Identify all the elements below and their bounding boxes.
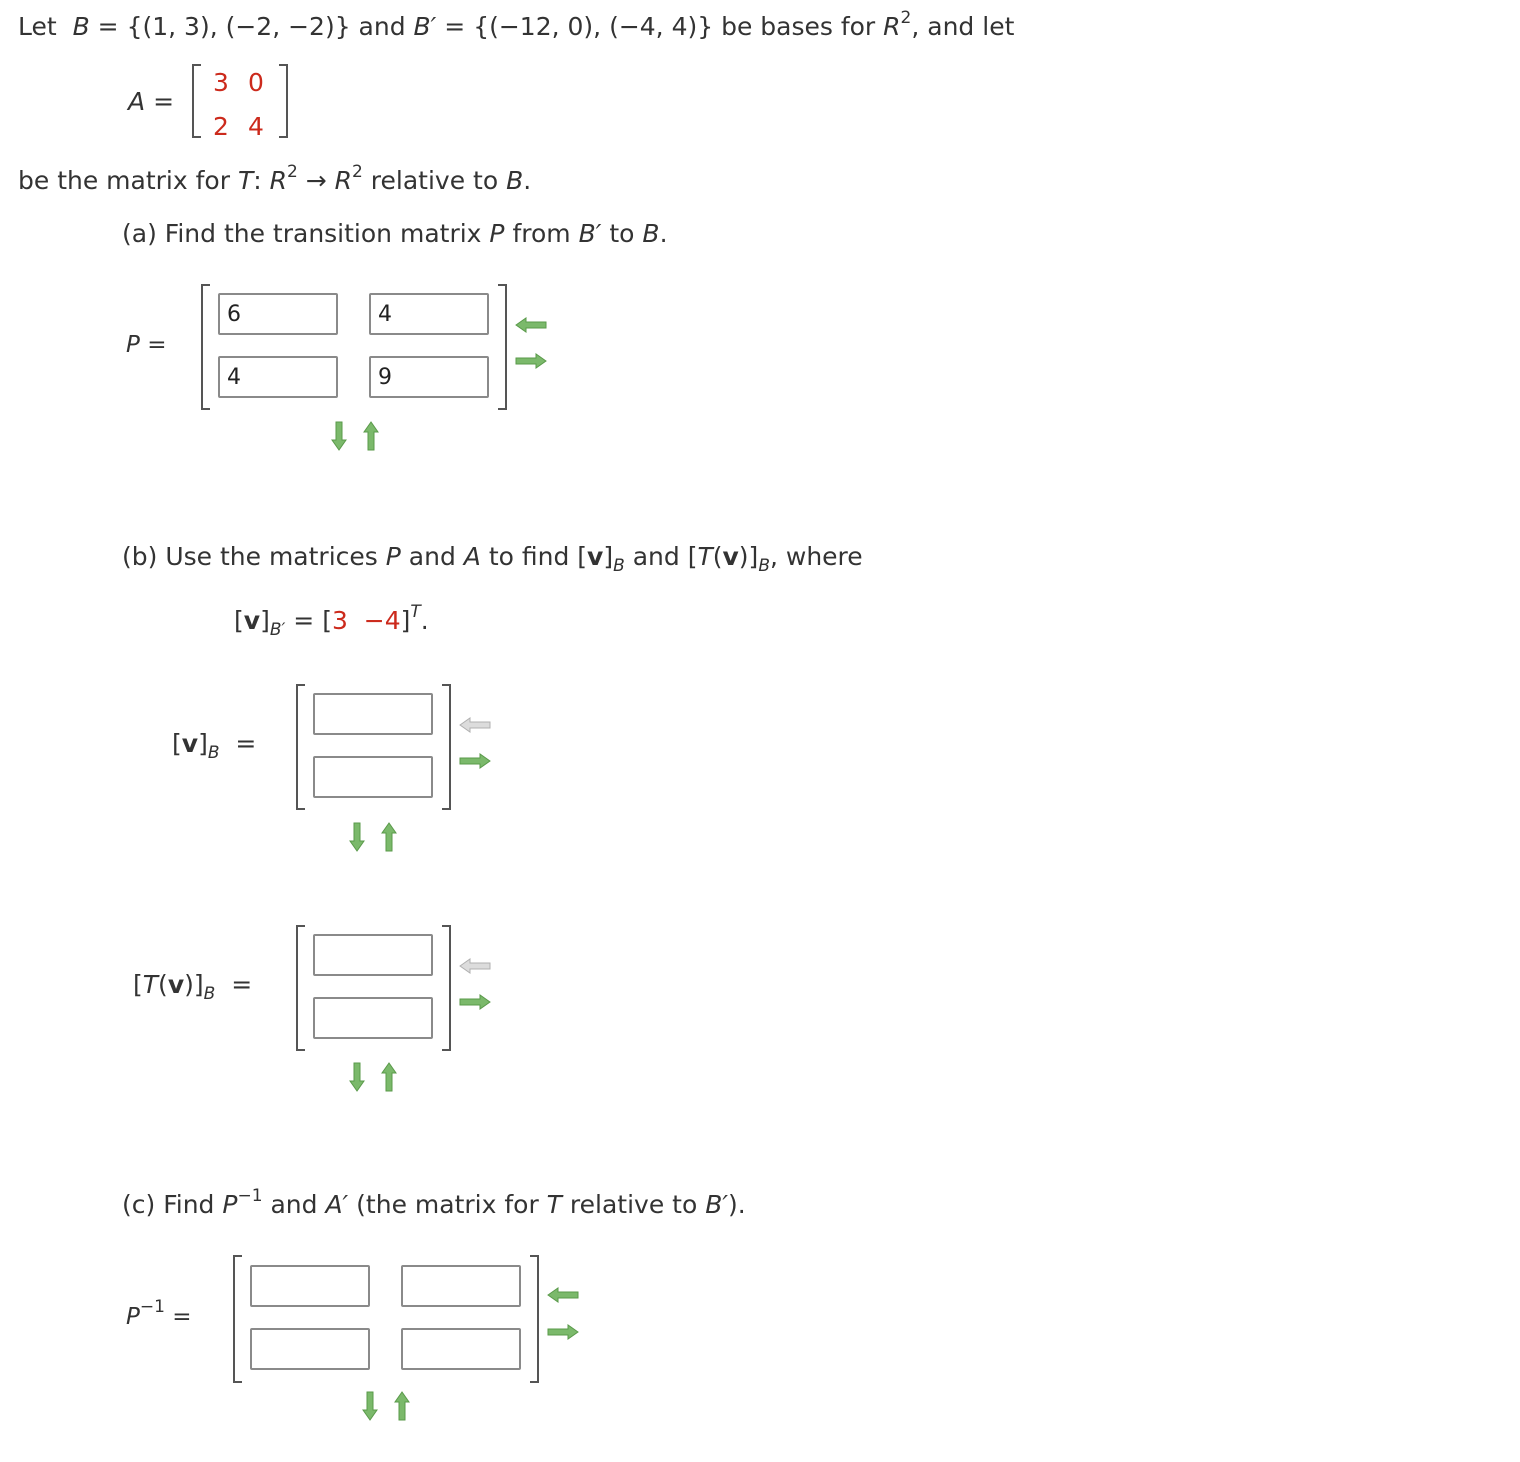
given-open: [ <box>234 606 244 635</box>
part-c-T: T <box>546 1190 562 1219</box>
matrix-Pinv-label <box>126 1297 192 1330</box>
matrix-Pinv-left-bracket <box>233 1255 242 1383</box>
relative-R2: R <box>334 166 353 195</box>
matrix-P-input-r2c1[interactable] <box>218 356 338 398</box>
part-c-paren: (the matrix for <box>348 1190 547 1219</box>
matrix-Pinv-input-r2c1[interactable] <box>250 1328 370 1370</box>
vB-right-bracket <box>442 684 451 810</box>
matrix-A-cell: 4 <box>248 112 264 141</box>
part-a-P: P <box>489 219 505 248</box>
vB-sub: B <box>207 743 220 763</box>
part-a-B: B <box>642 219 660 248</box>
relative-arrow: → <box>297 166 335 195</box>
matrix-P-input-r1c2[interactable] <box>369 293 489 335</box>
remove-column-arrow-icon[interactable] <box>458 716 492 734</box>
part-b-paren-close: )] <box>738 542 759 571</box>
relative-exp: 2 <box>286 162 298 182</box>
given-value-1: 3 <box>331 606 348 635</box>
remove-row-arrow-icon[interactable] <box>362 420 380 452</box>
given-bracket: ] <box>400 606 411 635</box>
intro-and-let: , and let <box>911 12 1015 41</box>
relative-period: . <box>523 166 532 195</box>
given-transpose: T <box>410 602 421 622</box>
relative-T: T <box>237 166 254 195</box>
matrix-Pinv-input-r1c2[interactable] <box>401 1265 521 1307</box>
matrix-Pinv-right-bracket <box>530 1255 539 1383</box>
part-b-where: , where <box>769 542 863 571</box>
add-row-arrow-icon[interactable] <box>348 821 366 853</box>
part-a-period: . <box>659 219 668 248</box>
part-b-v: v <box>587 542 604 571</box>
vB-input-r1[interactable] <box>313 693 433 735</box>
matrix-A-eq: = <box>153 87 175 116</box>
part-a-prompt <box>122 219 668 248</box>
given-vector <box>234 602 429 640</box>
remove-column-arrow-icon[interactable] <box>546 1286 580 1304</box>
part-b-sub-B: B <box>613 556 625 576</box>
given-v: v <box>243 606 261 635</box>
intro-let: Let <box>18 12 57 41</box>
matrix-P-label <box>126 332 166 358</box>
matrix-Pinv-eq: = <box>172 1304 192 1330</box>
matrix-P-input-r1c1[interactable] <box>218 293 338 335</box>
relative-suffix: relative to <box>362 166 507 195</box>
remove-column-arrow-icon[interactable] <box>514 316 548 334</box>
given-period: . <box>420 606 429 635</box>
matrix-P-right-bracket <box>498 284 507 410</box>
tvB-T: T <box>142 970 159 999</box>
tvB-input-r1[interactable] <box>313 934 433 976</box>
given-value-2: −4 <box>363 606 401 635</box>
relative-line <box>18 162 532 195</box>
intro-Bp-symbol: B′ <box>413 12 437 41</box>
part-c-prompt <box>122 1186 746 1219</box>
intro-R: R <box>883 12 901 41</box>
matrix-P-letter: P <box>126 332 140 358</box>
tvB-v: v <box>167 970 185 999</box>
intro-exponent: 2 <box>900 8 912 28</box>
part-c-P: P <box>222 1190 238 1219</box>
matrix-A-left-bracket <box>192 64 201 138</box>
relative-prefix: be the matrix for <box>18 166 238 195</box>
intro-B-symbol: B <box>72 12 90 41</box>
matrix-A-cell: 0 <box>248 68 264 97</box>
remove-column-arrow-icon[interactable] <box>458 957 492 975</box>
intro-B-set: = {(1, 3), (−2, −2)} and <box>89 12 414 41</box>
part-c-and: and <box>262 1190 326 1219</box>
matrix-A-label <box>128 87 174 116</box>
add-column-arrow-icon[interactable] <box>458 752 492 770</box>
part-b-prefix: (b) Use the matrices <box>122 542 386 571</box>
add-row-arrow-icon[interactable] <box>330 420 348 452</box>
part-a-Bp: B′ <box>578 219 602 248</box>
part-b-prompt <box>122 542 863 576</box>
tvB-open: [ <box>133 970 143 999</box>
part-b-close: ] <box>603 542 614 571</box>
given-eq: = [ <box>285 606 332 635</box>
matrix-P-input-r2c2[interactable] <box>369 356 489 398</box>
part-a-to: to <box>601 219 643 248</box>
tvB-left-bracket <box>296 925 305 1051</box>
matrix-A-cell: 2 <box>213 112 229 141</box>
given-close: ] <box>260 606 270 635</box>
add-row-arrow-icon[interactable] <box>361 1390 379 1422</box>
part-c-Bp: B′ <box>705 1190 729 1219</box>
matrix-Pinv-exp: −1 <box>139 1297 165 1317</box>
add-row-arrow-icon[interactable] <box>348 1061 366 1093</box>
part-b-A: A <box>463 542 481 571</box>
vB-open: [ <box>172 729 182 758</box>
matrix-P-left-bracket <box>201 284 210 410</box>
vB-eq: = <box>235 729 257 758</box>
add-column-arrow-icon[interactable] <box>458 993 492 1011</box>
vB-close: ] <box>198 729 208 758</box>
part-c-relative: relative to <box>561 1190 706 1219</box>
add-column-arrow-icon[interactable] <box>546 1323 580 1341</box>
add-column-arrow-icon[interactable] <box>514 352 548 370</box>
part-b-v2: v <box>722 542 739 571</box>
intro-Bp-set: = {(−12, 0), (−4, 4)} be bases for <box>436 12 884 41</box>
tvB-label <box>133 970 253 1004</box>
part-b-find: to find [ <box>480 542 588 571</box>
relative-B: B <box>506 166 524 195</box>
intro-line <box>18 8 1015 41</box>
remove-row-arrow-icon[interactable] <box>380 1061 398 1093</box>
vB-input-r2[interactable] <box>313 756 433 798</box>
tvB-sub: B <box>203 984 216 1004</box>
vB-v: v <box>181 729 199 758</box>
given-sub: B′ <box>269 620 286 640</box>
part-b-paren-open: ( <box>712 542 723 571</box>
matrix-Pinv-input-r1c1[interactable] <box>250 1265 370 1307</box>
matrix-A-cell: 3 <box>213 68 229 97</box>
relative-R: R <box>269 166 287 195</box>
matrix-A-right-bracket <box>279 64 288 138</box>
part-b-P: P <box>385 542 401 571</box>
part-c-prefix: (c) Find <box>122 1190 223 1219</box>
part-c-exp: −1 <box>237 1186 263 1206</box>
part-c-Ap: A′ <box>325 1190 349 1219</box>
matrix-P-eq: = <box>147 332 167 358</box>
part-b-and2: and [ <box>624 542 698 571</box>
remove-row-arrow-icon[interactable] <box>393 1390 411 1422</box>
tvB-eq: = <box>231 970 253 999</box>
tvB-right-bracket <box>442 925 451 1051</box>
part-c-end: ). <box>728 1190 746 1219</box>
tvB-input-r2[interactable] <box>313 997 433 1039</box>
matrix-Pinv-input-r2c2[interactable] <box>401 1328 521 1370</box>
vB-label <box>172 729 257 763</box>
matrix-A-letter: A <box>128 87 146 116</box>
part-b-sub-B2: B <box>758 556 770 576</box>
part-b-T: T <box>697 542 713 571</box>
matrix-Pinv-letter: P <box>126 1304 140 1330</box>
vB-left-bracket <box>296 684 305 810</box>
part-b-and1: and <box>400 542 464 571</box>
relative-colon: : <box>253 166 270 195</box>
relative-exp2: 2 <box>352 162 363 182</box>
part-a-from: from <box>504 219 579 248</box>
remove-row-arrow-icon[interactable] <box>380 821 398 853</box>
tvB-paren-open: ( <box>158 970 168 999</box>
tvB-paren-close: )] <box>184 970 204 999</box>
part-a-prefix: (a) Find the transition matrix <box>122 219 490 248</box>
